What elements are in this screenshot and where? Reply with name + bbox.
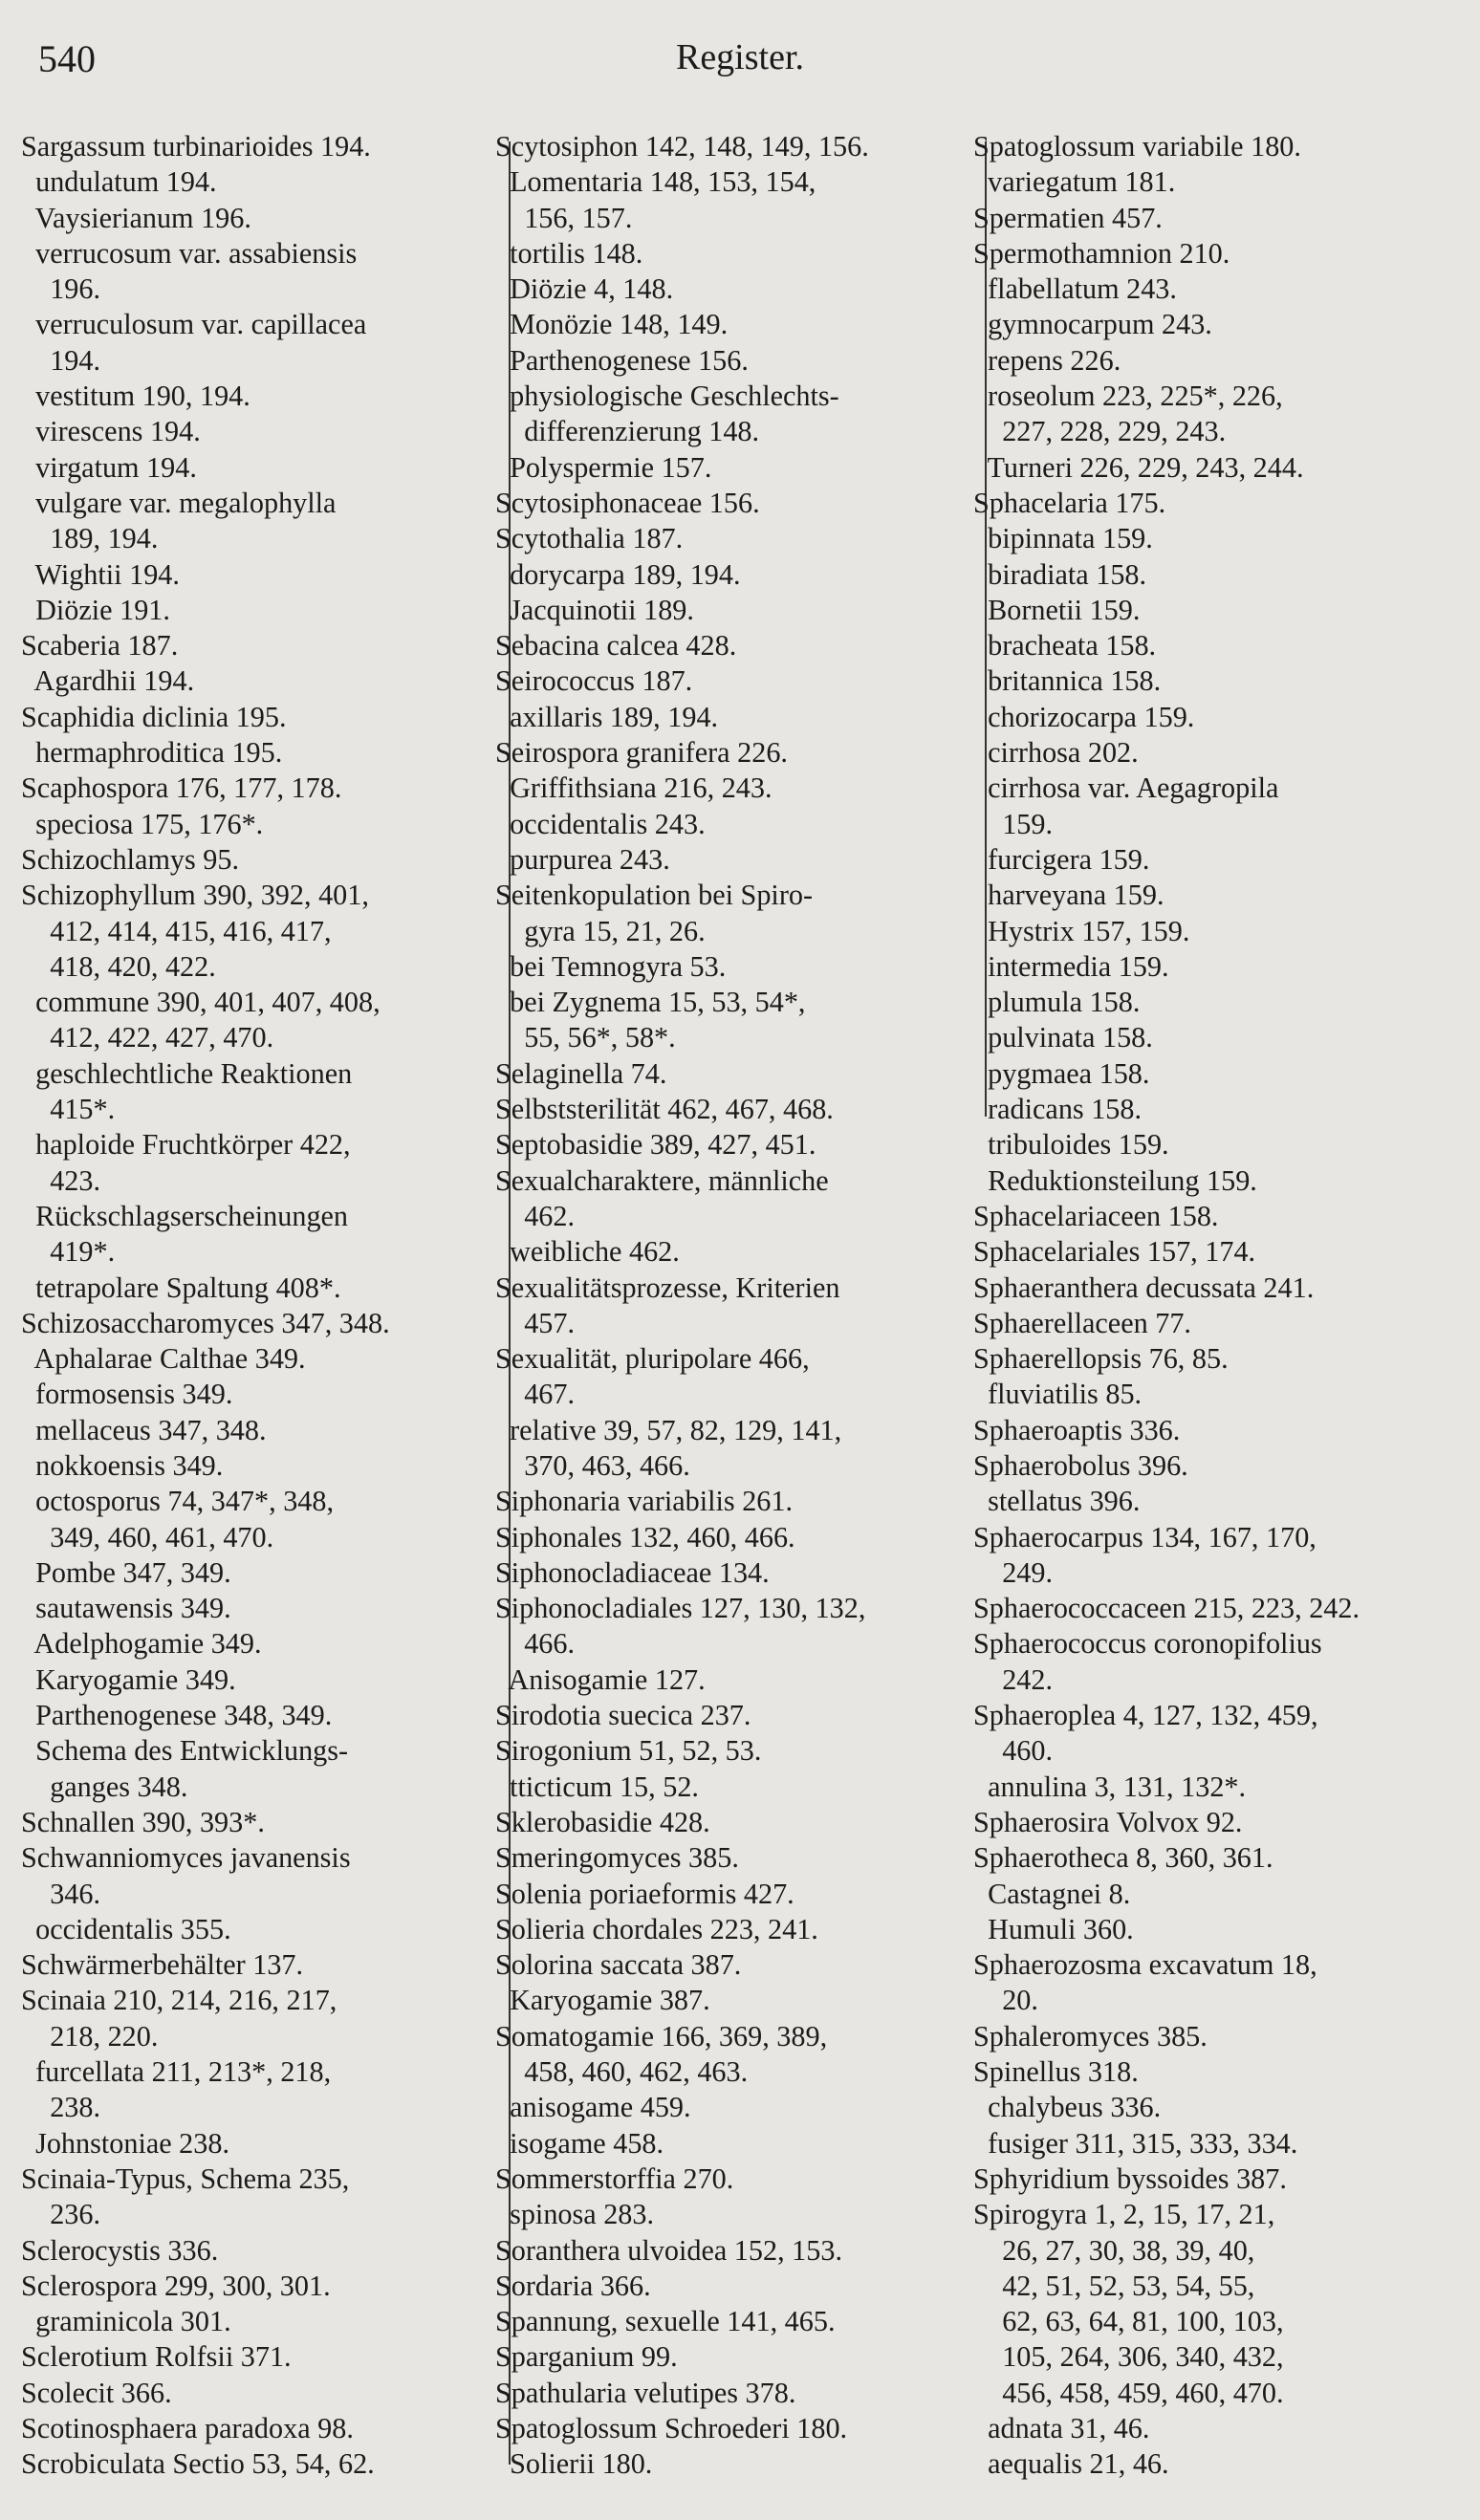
index-entry: differenzierung 148. bbox=[495, 415, 760, 448]
index-entry: Sphaleromyces 385. bbox=[973, 2019, 1208, 2053]
index-entry: 189, 194. bbox=[21, 522, 159, 555]
index-entry: Scaphospora 176, 177, 178. bbox=[21, 771, 342, 805]
index-entry: Schwärmerbehälter 137. bbox=[21, 1948, 304, 1982]
index-entry: Sphacelariales 157, 174. bbox=[973, 1235, 1256, 1269]
index-entry: Sclerocystis 336. bbox=[21, 2233, 219, 2267]
index-entry: Griffithsiana 216, 243. bbox=[495, 771, 773, 805]
index-entry: 457. bbox=[495, 1306, 576, 1339]
index-entry: 346. bbox=[21, 1877, 101, 1910]
index-entry: nokkoensis 349. bbox=[21, 1448, 224, 1482]
index-entry: 418, 420, 422. bbox=[21, 949, 216, 983]
index-entry: 415*. bbox=[21, 1093, 116, 1126]
index-entry: Bornetii 159. bbox=[973, 593, 1141, 626]
index-entry: flabellatum 243. bbox=[973, 272, 1177, 306]
index-entry: Sphyridium byssoides 387. bbox=[973, 2162, 1287, 2195]
index-entry: Selaginella 74. bbox=[495, 1056, 667, 1090]
index-entry: 159. bbox=[973, 807, 1054, 840]
index-entry: mellaceus 347, 348. bbox=[21, 1413, 267, 1446]
index-entry: vulgare var. megalophylla bbox=[21, 486, 337, 519]
index-entry: biradiata 158. bbox=[973, 557, 1147, 591]
index-entry: Siphonales 132, 460, 466. bbox=[495, 1520, 795, 1553]
index-entry: Spathularia velutipes 378. bbox=[495, 2376, 796, 2409]
index-entry: Solieria chordales 223, 241. bbox=[495, 1912, 818, 1945]
index-column-2 bbox=[495, 129, 973, 2483]
index-entry: Septobasidie 389, 427, 451. bbox=[495, 1128, 816, 1162]
index-entry: Siphonocladiales 127, 130, 132, bbox=[495, 1592, 866, 1625]
index-entry: weibliche 462. bbox=[495, 1235, 680, 1269]
index-entry: purpurea 243. bbox=[495, 842, 670, 876]
index-entry: commune 390, 401, 407, 408, bbox=[21, 986, 381, 1019]
index-entry: Siphonocladiaceae 134. bbox=[495, 1555, 770, 1589]
index-entry: virgatum 194. bbox=[21, 450, 197, 484]
index-entry: axillaris 189, 194. bbox=[495, 700, 719, 733]
index-entry: Soranthera ulvoidea 152, 153. bbox=[495, 2233, 843, 2267]
index-entry: Sphaerococcus coronopifolius bbox=[973, 1627, 1322, 1661]
index-entry: cirrhosa 202. bbox=[973, 736, 1139, 770]
index-entry: 105, 264, 306, 340, 432, bbox=[973, 2340, 1284, 2374]
index-entry: haploide Fruchtkörper 422, bbox=[21, 1128, 351, 1162]
index-entry: Sirodotia suecica 237. bbox=[495, 1699, 751, 1732]
index-entry: Reduktionsteilung 159. bbox=[973, 1163, 1257, 1197]
index-entry: Diözie 4, 148. bbox=[495, 272, 674, 306]
index-entry: 62, 63, 64, 81, 100, 103, bbox=[973, 2305, 1284, 2338]
index-entry: 349, 460, 461, 470. bbox=[21, 1520, 274, 1553]
index-entry: Sexualität, pluripolare 466, bbox=[495, 1342, 810, 1376]
index-entry: Sebacina calcea 428. bbox=[495, 629, 737, 663]
index-column-3 bbox=[973, 129, 1461, 2483]
index-entry: harveyana 159. bbox=[973, 879, 1164, 912]
index-entry: 249. bbox=[973, 1555, 1054, 1589]
index-entry: Humuli 360. bbox=[973, 1912, 1134, 1945]
index-entry: bracheata 158. bbox=[973, 629, 1157, 663]
index-entry: variegatum 181. bbox=[973, 165, 1176, 199]
index-entry: octosporus 74, 347*, 348, bbox=[21, 1485, 335, 1518]
index-entry: occidentalis 355. bbox=[21, 1912, 231, 1945]
index-entry: Selbststerilität 462, 467, 468. bbox=[495, 1093, 834, 1126]
index-entry: formosensis 349. bbox=[21, 1378, 233, 1411]
index-entry: Sclerotium Rolfsii 371. bbox=[21, 2340, 292, 2374]
index-entry: Solierii 180. bbox=[495, 2447, 653, 2481]
index-entry: Sargassum turbinarioides 194. bbox=[21, 130, 371, 163]
index-entry: Aphalarae Calthae 349. bbox=[21, 1342, 306, 1376]
index-entry: Spirogyra 1, 2, 15, 17, 21, bbox=[973, 2198, 1275, 2231]
index-entry: Siphonaria variabilis 261. bbox=[495, 1485, 794, 1518]
index-entry: furcellata 211, 213*, 218, bbox=[21, 2055, 332, 2089]
index-entry: Smeringomyces 385. bbox=[495, 1841, 739, 1875]
index-entry: Solorina saccata 387. bbox=[495, 1948, 742, 1982]
index-entry: aequalis 21, 46. bbox=[973, 2447, 1169, 2481]
index-entry: Scrobiculata Sectio 53, 54, 62. bbox=[21, 2447, 375, 2481]
index-entry: Scinaia-Typus, Schema 235, bbox=[21, 2162, 350, 2195]
index-entry: 466. bbox=[495, 1627, 576, 1661]
index-entry: Spermothamnion 210. bbox=[973, 236, 1230, 270]
index-entry: Anisogamie 127. bbox=[495, 1662, 706, 1696]
index-entry: Sordaria 366. bbox=[495, 2269, 651, 2302]
index-entry: relative 39, 57, 82, 129, 141, bbox=[495, 1413, 842, 1446]
index-entry: tribuloides 159. bbox=[973, 1128, 1169, 1162]
index-entry: 20. bbox=[973, 1984, 1038, 2017]
index-entry: Vaysierianum 196. bbox=[21, 201, 251, 234]
index-entry: Castagnei 8. bbox=[973, 1877, 1131, 1910]
index-entry: Rückschlagserscheinungen bbox=[21, 1199, 349, 1232]
index-entry: annulina 3, 131, 132*. bbox=[973, 1770, 1247, 1803]
running-head: Register. bbox=[675, 37, 805, 77]
index-entry: anisogame 459. bbox=[495, 2091, 691, 2124]
index-entry: Spatoglossum variabile 180. bbox=[973, 130, 1301, 163]
index-entry: Scaberia 187. bbox=[21, 629, 179, 663]
index-entry: Johnstoniae 238. bbox=[21, 2126, 230, 2160]
index-entry: 242. bbox=[973, 1662, 1054, 1696]
index-entry: Scytothalia 187. bbox=[495, 522, 684, 555]
index-entry: speciosa 175, 176*. bbox=[21, 807, 264, 840]
index-entry: verruculosum var. capillacea bbox=[21, 308, 367, 341]
index-entry: pygmaea 158. bbox=[973, 1056, 1150, 1090]
index-entry: spinosa 283. bbox=[495, 2198, 655, 2231]
index-entry: Sphaerellaceen 77. bbox=[973, 1306, 1191, 1339]
index-entry: Scaphidia diclinia 195. bbox=[21, 700, 287, 733]
index-entry: Parthenogenese 156. bbox=[495, 343, 749, 377]
index-entry: Pombe 347, 349. bbox=[21, 1555, 231, 1589]
index-entry: chorizocarpa 159. bbox=[973, 700, 1195, 733]
index-entry: Sexualcharaktere, männliche bbox=[495, 1163, 829, 1197]
index-entry: radicans 158. bbox=[973, 1093, 1143, 1126]
index-entry: tetrapolare Spaltung 408*. bbox=[21, 1271, 341, 1304]
index-entry: Sommerstorffia 270. bbox=[495, 2162, 734, 2195]
index-entry: Wightii 194. bbox=[21, 557, 180, 591]
index-entry: isogame 458. bbox=[495, 2126, 664, 2160]
index-entry: 26, 27, 30, 38, 39, 40, bbox=[973, 2233, 1255, 2267]
index-entry: Somatogamie 166, 369, 389, bbox=[495, 2019, 828, 2053]
index-entry: Adelphogamie 349. bbox=[21, 1627, 262, 1661]
index-entry: Sklerobasidie 428. bbox=[495, 1805, 710, 1838]
index-entry: Scinaia 210, 214, 216, 217, bbox=[21, 1984, 337, 2017]
index-entry: bipinnata 159. bbox=[973, 522, 1153, 555]
index-entry: Turneri 226, 229, 243, 244. bbox=[973, 450, 1304, 484]
index-entry: Sphaerellopsis 76, 85. bbox=[973, 1342, 1229, 1376]
index-entry: Karyogamie 387. bbox=[495, 1984, 710, 2017]
index-entry: Hystrix 157, 159. bbox=[973, 914, 1190, 947]
index-entry: hermaphroditica 195. bbox=[21, 736, 283, 770]
index-entry: 370, 463, 466. bbox=[495, 1448, 690, 1482]
index-entry: dorycarpa 189, 194. bbox=[495, 557, 741, 591]
index-entry: tticticum 15, 52. bbox=[495, 1770, 699, 1803]
index-entry: Sphaerosira Volvox 92. bbox=[973, 1805, 1243, 1838]
index-entry: Sparganium 99. bbox=[495, 2340, 678, 2374]
index-entry: 55, 56*, 58*. bbox=[495, 1021, 676, 1054]
index-entry: bei Temnogyra 53. bbox=[495, 949, 727, 983]
index-entry: Jacquinotii 189. bbox=[495, 593, 694, 626]
index-entry: Schizosaccharomyces 347, 348. bbox=[21, 1306, 390, 1339]
index-entry: Sirogonium 51, 52, 53. bbox=[495, 1734, 762, 1768]
index-entry: 42, 51, 52, 53, 54, 55, bbox=[973, 2269, 1255, 2302]
index-entry: Diözie 191. bbox=[21, 593, 170, 626]
index-entry: Sphacelaria 175. bbox=[973, 486, 1166, 519]
index-entry: Lomentaria 148, 153, 154, bbox=[495, 165, 816, 199]
index-entry: roseolum 223, 225*, 226, bbox=[973, 380, 1283, 413]
index-entry: Sphaerozosma excavatum 18, bbox=[973, 1948, 1317, 1982]
index-entry: 412, 414, 415, 416, 417, bbox=[21, 914, 332, 947]
index-entry: 196. bbox=[21, 272, 101, 306]
index-entry: Scolecit 366. bbox=[21, 2376, 172, 2409]
index-entry: britannica 158. bbox=[973, 664, 1162, 698]
index-entry: chalybeus 336. bbox=[973, 2091, 1162, 2124]
index-entry: Sclerospora 299, 300, 301. bbox=[21, 2269, 331, 2302]
index-entry: pulvinata 158. bbox=[973, 1021, 1153, 1054]
index-entry: Scytosiphonaceae 156. bbox=[495, 486, 760, 519]
index-entry: Scotinosphaera paradoxa 98. bbox=[21, 2412, 354, 2444]
index-entry: Spinellus 318. bbox=[973, 2055, 1139, 2089]
index-entry: Sphacelariaceen 158. bbox=[973, 1199, 1219, 1232]
index-entry: intermedia 159. bbox=[973, 949, 1169, 983]
index-entry: Sphaerococcaceen 215, 223, 242. bbox=[973, 1592, 1360, 1625]
index-entry: Spermatien 457. bbox=[973, 201, 1163, 234]
index-entry: 419*. bbox=[21, 1235, 116, 1269]
index-entry: Seirococcus 187. bbox=[495, 664, 693, 698]
index-entry: graminicola 301. bbox=[21, 2305, 231, 2338]
index-entry: Sphaerotheca 8, 360, 361. bbox=[973, 1841, 1273, 1875]
index-entry: bei Zygnema 15, 53, 54*, bbox=[495, 986, 806, 1019]
index-entry: Schnallen 390, 393*. bbox=[21, 1805, 265, 1838]
index-entry: Sphaeroaptis 336. bbox=[973, 1413, 1181, 1446]
index-entry: Schema des Entwicklungs- bbox=[21, 1734, 349, 1768]
index-column-1 bbox=[21, 129, 499, 2483]
index-entry: Agardhii 194. bbox=[21, 664, 195, 698]
index-entry: Schizochlamys 95. bbox=[21, 842, 240, 876]
index-entry: 156, 157. bbox=[495, 201, 633, 234]
index-entry: Seitenkopulation bei Spiro- bbox=[495, 879, 814, 912]
index-entry: fusiger 311, 315, 333, 334. bbox=[973, 2126, 1298, 2160]
index-entry: Monözie 148, 149. bbox=[495, 308, 729, 341]
index-entry: 467. bbox=[495, 1378, 576, 1411]
index-entry: adnata 31, 46. bbox=[973, 2412, 1150, 2444]
index-entry: Seirospora granifera 226. bbox=[495, 736, 788, 770]
index-entry: tortilis 148. bbox=[495, 236, 643, 270]
index-entry: 412, 422, 427, 470. bbox=[21, 1021, 274, 1054]
index-entry: sautawensis 349. bbox=[21, 1592, 231, 1625]
index-entry: Parthenogenese 348, 349. bbox=[21, 1699, 333, 1732]
index-entry: 460. bbox=[973, 1734, 1054, 1768]
index-entry: undulatum 194. bbox=[21, 165, 217, 199]
index-entry: Polyspermie 157. bbox=[495, 450, 712, 484]
index-entry: 218, 220. bbox=[21, 2019, 159, 2053]
index-entry: Spannung, sexuelle 141, 465. bbox=[495, 2305, 836, 2338]
page-header bbox=[0, 36, 1480, 90]
index-entry: Spatoglossum Schroederi 180. bbox=[495, 2412, 848, 2444]
index-entry: virescens 194. bbox=[21, 415, 201, 448]
index-entry: 456, 458, 459, 460, 470. bbox=[973, 2376, 1284, 2409]
index-entry: Sphaeroplea 4, 127, 132, 459, bbox=[973, 1699, 1318, 1732]
index-entry: Scytosiphon 142, 148, 149, 156. bbox=[495, 130, 869, 163]
index-entry: Sphaerocarpus 134, 167, 170, bbox=[973, 1520, 1317, 1553]
index-entry: 236. bbox=[21, 2198, 101, 2231]
index-entry: fluviatilis 85. bbox=[973, 1378, 1143, 1411]
index-entry: 423. bbox=[21, 1163, 101, 1197]
index-entry: 458, 460, 462, 463. bbox=[495, 2055, 749, 2089]
index-entry: 194. bbox=[21, 343, 101, 377]
index-entry: ganges 348. bbox=[21, 1770, 188, 1803]
index-entry: plumula 158. bbox=[973, 986, 1141, 1019]
index-entry: Schizophyllum 390, 392, 401, bbox=[21, 879, 369, 912]
index-entry: 227, 228, 229, 243. bbox=[973, 415, 1227, 448]
index-entry: 238. bbox=[21, 2091, 101, 2124]
index-entry: 462. bbox=[495, 1199, 576, 1232]
index-entry: Karyogamie 349. bbox=[21, 1662, 236, 1696]
index-entry: verrucosum var. assabiensis bbox=[21, 236, 358, 270]
index-entry: cirrhosa var. Aegagropila bbox=[973, 771, 1279, 805]
index-entry: Sphaerobolus 396. bbox=[973, 1448, 1188, 1482]
index-entry: vestitum 190, 194. bbox=[21, 380, 250, 413]
index-entry: Schwanniomyces javanensis bbox=[21, 1841, 351, 1875]
index-entry: Sphaeranthera decussata 241. bbox=[973, 1271, 1315, 1304]
index-entry: physiologische Geschlechts- bbox=[495, 380, 839, 413]
index-entry: stellatus 396. bbox=[973, 1485, 1141, 1518]
index-entry: gyra 15, 21, 26. bbox=[495, 914, 706, 947]
index-entry: occidentalis 243. bbox=[495, 807, 706, 840]
index-entry: Solenia poriaeformis 427. bbox=[495, 1877, 794, 1910]
index-entry: geschlechtliche Reaktionen bbox=[21, 1056, 353, 1090]
index-entry: repens 226. bbox=[973, 343, 1121, 377]
page-number: 540 bbox=[38, 37, 96, 80]
index-entry: furcigera 159. bbox=[973, 842, 1150, 876]
index-entry: gymnocarpum 243. bbox=[973, 308, 1212, 341]
index-entry: Sexualitätsprozesse, Kriterien bbox=[495, 1271, 840, 1304]
